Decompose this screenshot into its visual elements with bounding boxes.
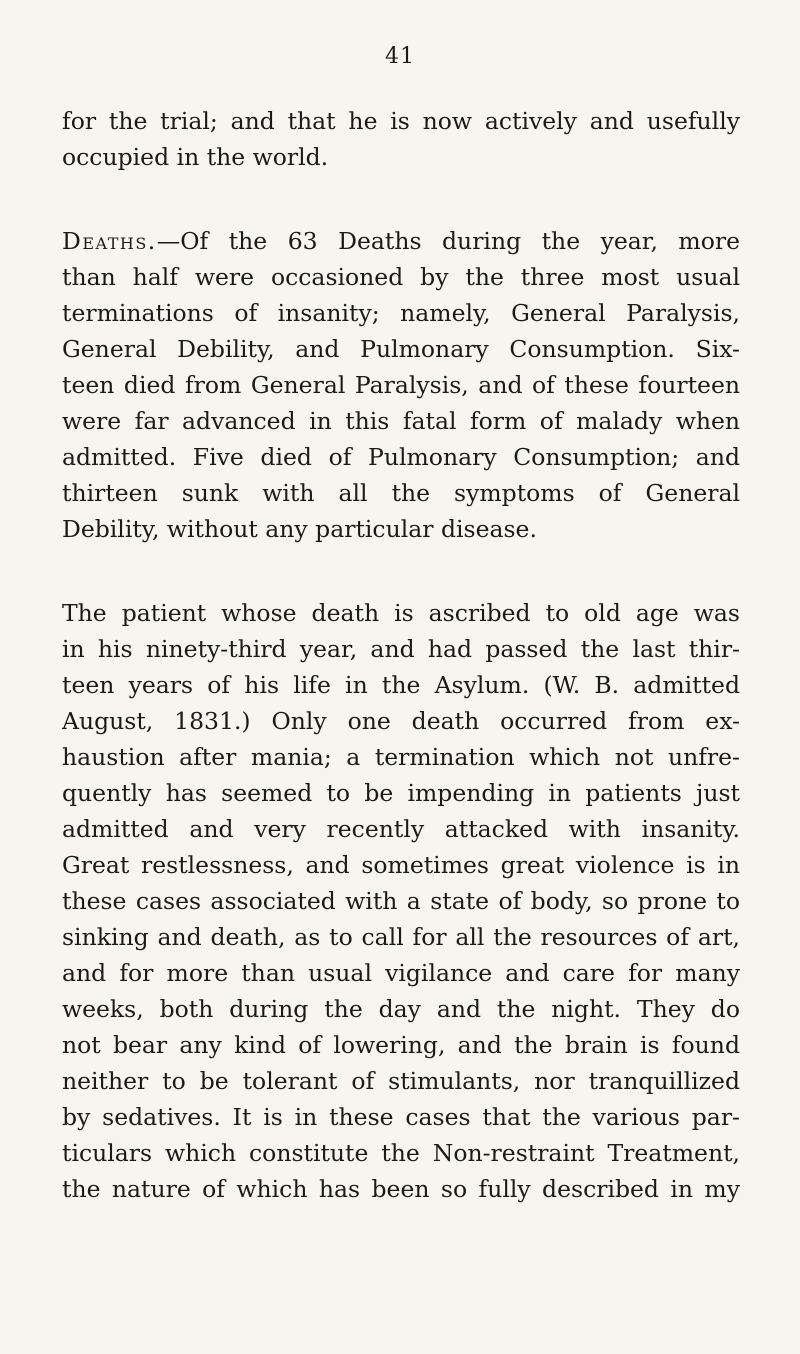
text-line: the nature of which has been so fully described in my (62, 1175, 740, 1203)
section-heading-deaths: Deaths. (62, 227, 157, 255)
text-line: quently has seemed to be impending in patients just (62, 779, 740, 807)
text-line: not bear any kind of lowering, and the brain is found (62, 1031, 740, 1059)
text-line: terminations of insanity; namely, General Paralysis, (62, 299, 740, 327)
text-line: admitted and very recently attacked with insanity. (62, 815, 740, 843)
text-line: teen years of his life in the Asylum. (W. B. admitted (62, 671, 740, 699)
text-line: these cases associated with a state of body, so prone to (62, 887, 740, 915)
text-line: in his ninety-third year, and had passed the last thir- (62, 635, 740, 663)
paragraph-old-age (62, 595, 740, 1207)
text-line: General Debility, and Pulmonary Consumption. Six- (62, 335, 740, 363)
page-number: 41 (385, 44, 415, 69)
text-line: for the trial; and that he is now actively and usefully (62, 107, 740, 135)
text-line: Great restlessness, and sometimes great violence is in (62, 851, 740, 879)
text-line: and for more than usual vigilance and care for many (62, 959, 740, 987)
paragraph-deaths (62, 223, 740, 547)
text-line: neither to be tolerant of stimulants, nor tranquillized (62, 1067, 740, 1095)
text-line: were far advanced in this fatal form of malady when (62, 407, 740, 435)
text-line: by sedatives. It is in these cases that the various par- (62, 1103, 740, 1131)
text-line: thirteen sunk with all the symptoms of General (62, 479, 740, 507)
text-line (62, 223, 740, 259)
text-line: sinking and death, as to call for all the resources of art, (62, 923, 740, 951)
text-line: haustion after mania; a termination which not unfre- (62, 743, 740, 771)
text-line: teen died from General Paralysis, and of these fourteen (62, 371, 740, 399)
text-line: than half were occasioned by the three most usual (62, 263, 740, 291)
text-line: August, 1831.) Only one death occurred from ex- (62, 707, 740, 735)
paragraph-continuation (62, 103, 740, 175)
text-line: admitted. Five died of Pulmonary Consumption; and (62, 443, 740, 471)
text-line: Debility, without any particular disease. (62, 515, 537, 543)
text-line: The patient whose death is ascribed to old age was (62, 599, 740, 627)
text-line-rest: —Of the 63 Deaths during the year, more (156, 227, 740, 255)
text-line: weeks, both during the day and the night. They do (62, 995, 740, 1023)
text-line: occupied in the world. (62, 143, 329, 171)
text-line: ticulars which constitute the Non-restraint Treatment, (62, 1139, 740, 1167)
